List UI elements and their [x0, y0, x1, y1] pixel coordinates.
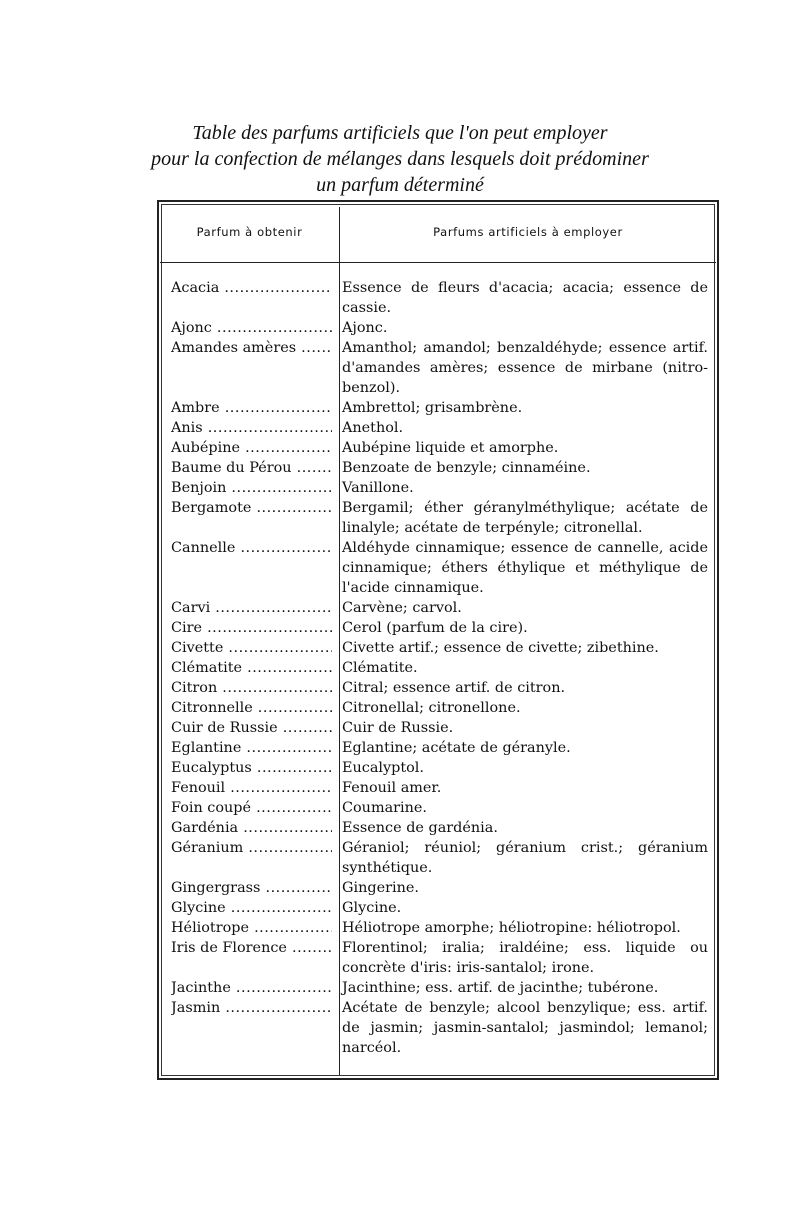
perfume-name: Ambre ..... — [171, 398, 332, 418]
artificial-perfumes: Géraniol; réuniol; géranium crist.; géranium synthétique. — [342, 840, 708, 876]
table-body — [171, 278, 711, 1058]
table-row — [171, 458, 711, 478]
perfume-name: Jasmin ..... — [171, 998, 332, 1058]
table-row — [171, 538, 711, 598]
perfume-name: Glycine ..... — [171, 898, 332, 918]
artificial-perfumes: Clématite. — [342, 660, 418, 676]
table-row — [171, 618, 711, 638]
perfume-name: Eucalyptus ..... — [171, 758, 332, 778]
perfume-name: Cannelle ..... — [171, 538, 332, 598]
artificial-perfumes: Jacinthine; ess. artif. de jacinthe; tubérone. — [342, 980, 659, 996]
header-divider — [160, 262, 716, 263]
artificial-perfumes: Citral; essence artif. de citron. — [342, 680, 566, 696]
artificial-perfumes: Eucalyptol. — [342, 760, 424, 776]
table-row — [171, 758, 711, 778]
table-row — [171, 718, 711, 738]
table-title — [0, 120, 800, 198]
table-row — [171, 338, 711, 398]
perfume-name: Iris de Florence ..... — [171, 938, 332, 978]
table-row — [171, 878, 711, 898]
perfume-name: Acacia ..... — [171, 278, 332, 318]
table-row — [171, 598, 711, 618]
perfume-name: Jacinthe ..... — [171, 978, 332, 998]
artificial-perfumes: Cerol (parfum de la cire). — [342, 620, 528, 636]
perfume-name: Aubépine ..... — [171, 438, 332, 458]
table-row — [171, 478, 711, 498]
table-row — [171, 918, 711, 938]
perfume-name: Héliotrope ..... — [171, 918, 332, 938]
perfume-name: Benjoin ..... — [171, 478, 332, 498]
table-row — [171, 638, 711, 658]
artificial-perfumes: Benzoate de benzyle; cinnaméine. — [342, 460, 591, 476]
table-row — [171, 278, 711, 318]
title-line-2: pour la confection de mélanges dans lesquels doit prédominer — [151, 148, 649, 170]
artificial-perfumes: Héliotrope amorphe; héliotropine: héliotropol. — [342, 920, 681, 936]
table-row — [171, 978, 711, 998]
perfume-name: Eglantine ..... — [171, 738, 332, 758]
table-row — [171, 798, 711, 818]
artificial-perfumes: Florentinol; iralia; iraldéine; ess. liquide ou concrète d'iris: iris-santalol; irone. — [342, 940, 708, 976]
artificial-perfumes: Carvène; carvol. — [342, 600, 462, 616]
artificial-perfumes: Citronellal; citronellone. — [342, 700, 521, 716]
perfume-name: Foin coupé ..... — [171, 798, 332, 818]
artificial-perfumes: Bergamil; éther géranylméthylique; acétate de linalyle; acétate de terpényle; citronellal. — [342, 500, 708, 536]
title-line-1: Table des parfums artificiels que l'on peut employer — [192, 122, 608, 144]
perfume-name: Bergamote ..... — [171, 498, 332, 538]
perfume-name: Cire ..... — [171, 618, 332, 638]
artificial-perfumes: Glycine. — [342, 900, 402, 916]
column-header-parfum: Parfum à obtenir — [196, 225, 303, 239]
table-row — [171, 438, 711, 458]
artificial-perfumes: Fenouil amer. — [342, 780, 442, 796]
perfume-name: Baume du Pérou ..... — [171, 458, 332, 478]
table-row — [171, 738, 711, 758]
perfume-name: Anis ..... — [171, 418, 332, 438]
table-row — [171, 998, 711, 1058]
table-row — [171, 318, 711, 338]
artificial-perfumes: Aubépine liquide et amorphe. — [342, 440, 559, 456]
artificial-perfumes: Gingerine. — [342, 880, 419, 896]
artificial-perfumes: Coumarine. — [342, 800, 428, 816]
perfume-name: Gingergrass ..... — [171, 878, 332, 898]
table-row — [171, 498, 711, 538]
artificial-perfumes: Anethol. — [342, 420, 404, 436]
perfume-name: Citronnelle ..... — [171, 698, 332, 718]
perfume-name: Amandes amères ..... — [171, 338, 332, 398]
perfume-name: Gardénia ..... — [171, 818, 332, 838]
title-line-3: un parfum déterminé — [316, 174, 484, 196]
table-row — [171, 818, 711, 838]
artificial-perfumes: Aldéhyde cinnamique; essence de cannelle, acide cinnamique; éthers éthylique et méthylique de l'acide cinnamique. — [342, 540, 708, 596]
table-row — [171, 658, 711, 678]
perfume-name: Civette ..... — [171, 638, 332, 658]
artificial-perfumes: Acétate de benzyle; alcool benzylique; ess. artif. de jasmin; jasmin-santalol; jasmindol; lemanol; narcéol. — [342, 1000, 708, 1056]
artificial-perfumes: Vanillone. — [342, 480, 414, 496]
table-row — [171, 778, 711, 798]
perfume-name: Cuir de Russie ..... — [171, 718, 332, 738]
artificial-perfumes: Essence de gardénia. — [342, 820, 498, 836]
artificial-perfumes: Eglantine; acétate de géranyle. — [342, 740, 571, 756]
artificial-perfumes: Essence de fleurs d'acacia; acacia; essence de cassie. — [342, 280, 708, 316]
artificial-perfumes: Ajonc. — [342, 320, 388, 336]
table-row — [171, 838, 711, 878]
perfume-name: Géranium ..... — [171, 838, 332, 878]
table-row — [171, 398, 711, 418]
artificial-perfumes: Civette artif.; essence de civette; zibethine. — [342, 640, 659, 656]
table-row — [171, 698, 711, 718]
perfume-name: Citron ..... — [171, 678, 332, 698]
artificial-perfumes: Cuir de Russie. — [342, 720, 454, 736]
table-row — [171, 938, 711, 978]
table-row — [171, 678, 711, 698]
table-row — [171, 898, 711, 918]
artificial-perfumes: Amanthol; amandol; benzaldéhyde; essence artif. d'amandes amères; essence de mirbane (nitro-benzol). — [342, 340, 708, 396]
perfume-name: Fenouil ..... — [171, 778, 332, 798]
table-row — [171, 418, 711, 438]
perfume-name: Clématite ..... — [171, 658, 332, 678]
perfume-name: Ajonc ..... — [171, 318, 332, 338]
column-header-artificiels: Parfums artificiels à employer — [433, 225, 623, 239]
perfume-name: Carvi ..... — [171, 598, 332, 618]
artificial-perfumes: Ambrettol; grisambrène. — [342, 400, 523, 416]
